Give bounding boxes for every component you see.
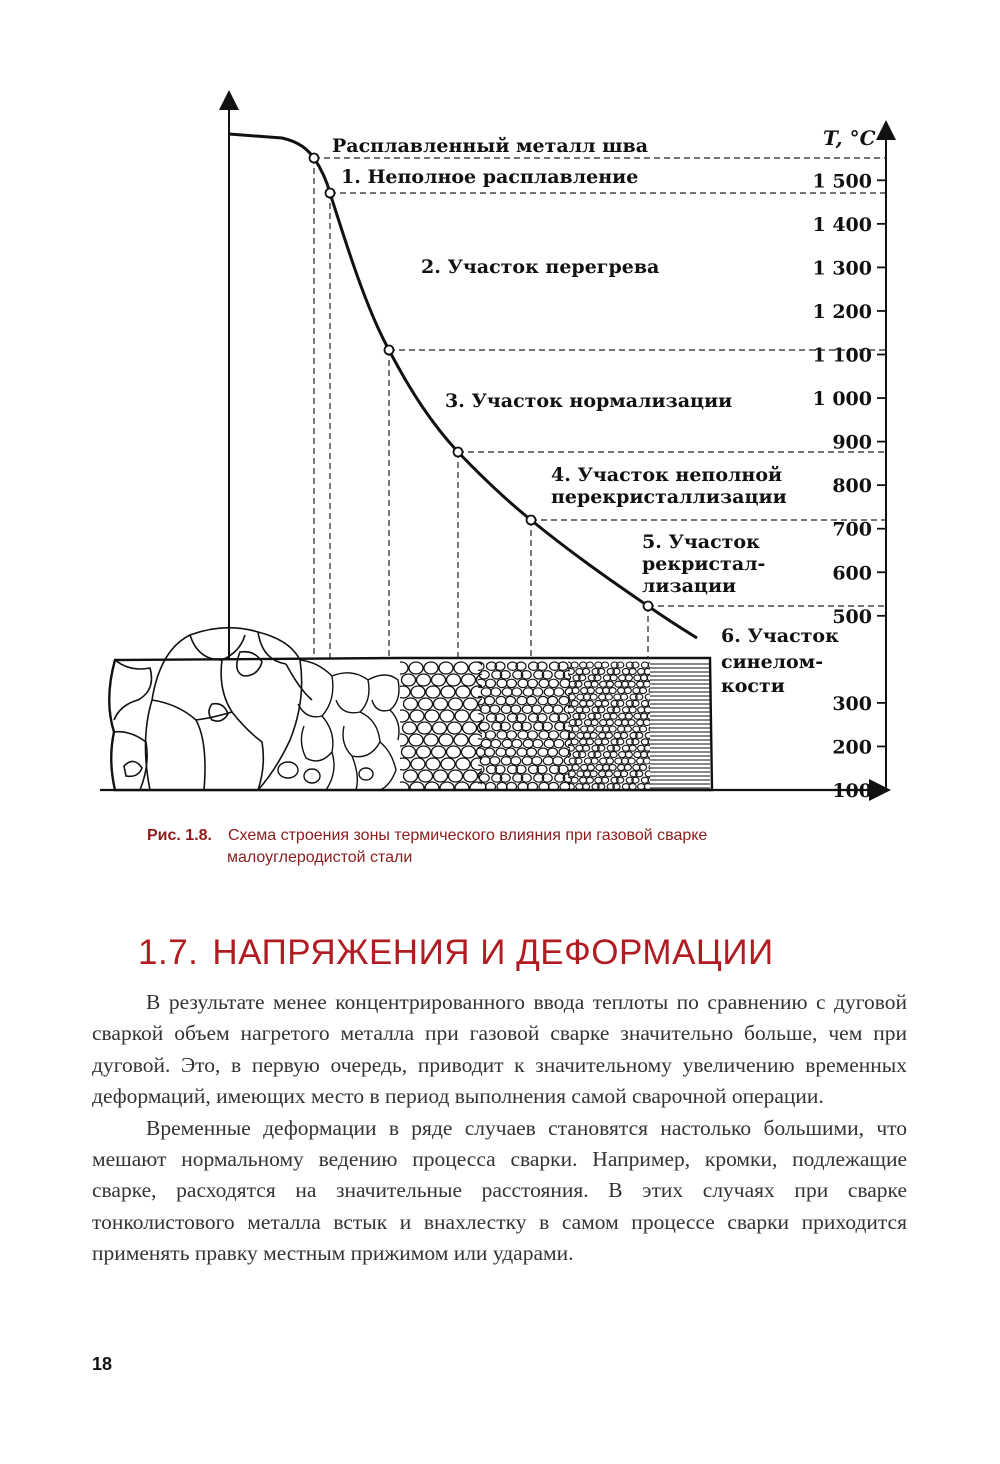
section-title: НАПРЯЖЕНИЯ И ДЕФОРМАЦИИ [212,933,774,972]
zone-point-4 [454,448,463,457]
label-zone-5-line2: рекристал- [642,553,766,575]
tick-label: 300 [832,692,872,715]
paragraph: В результате менее концентрированного ввода теплоты по сравнению с дуговой сваркой объем нагретого металла при газовой сварке значительно больше, чем при дуговой. Это, в первую очередь, приводит к значительному увеличению временных деформаций, имеющих место в период выполнения самой сварочной операции. [92,990,907,1109]
very-fine-grains [563,662,660,790]
section-heading [138,933,774,973]
tick-label: 1 500 [812,170,872,193]
paragraph: Временные деформации в ряде случаев становятся настолько большими, что мешают нормальному ведению процесса сварки. Например, кромки, подлежащие сварке, расходятся на значительные расстояния. В этих случаях при сварке тонколистового металла встык и внахлестку в самом процессе сварки приходится применять правку местным прижимом или ударами. [92,1115,907,1266]
zone-points [310,154,653,611]
tick-label: 900 [832,431,872,454]
tick-label: 1 300 [812,257,872,280]
label-zone-2: 2. Участок перегрева [421,256,660,278]
tick-label: 1 400 [812,213,872,236]
tick-label: 200 [832,736,872,759]
specimen-microstructure [109,628,712,794]
temperature-axis-unit: T, °C [823,126,876,150]
zone-point-2 [326,189,335,198]
label-zone-5-line3: лизации [642,575,737,597]
tick-label: 1 000 [812,388,872,411]
caption-text-line1: Схема строения зоны термического влияния при газовой сварке [227,827,708,844]
temperature-ticks [813,170,887,802]
zone-point-3 [385,346,394,355]
label-zone-6-line2: синелом- [721,651,824,673]
figure-caption [147,825,847,869]
tick-label: 1 200 [812,300,872,323]
tick-label: 100 [832,780,872,802]
heating-curve [229,134,697,638]
label-weld-metal: Расплавленный металл шва [332,135,649,157]
tick-label: 1 100 [812,344,872,367]
section-number: 1.7. [138,933,199,972]
zone-point-5 [527,516,536,525]
tick-label: 600 [832,562,872,585]
body-text [92,987,907,1270]
label-zone-5-line1: 5. Участок [642,531,760,553]
figure-number: Рис. 1.8. [147,827,212,844]
zone-point-6 [644,602,653,611]
tick-label: 700 [832,518,872,541]
label-zone-6-line1: 6. Участок [721,625,839,647]
tick-label: 500 [832,605,872,628]
label-zone-4-line2: перекристаллизации [551,486,787,508]
label-zone-3: 3. Участок нормализации [445,390,733,412]
caption-text-line2: малоуглеродистой стали [227,849,413,866]
label-zone-1: 1. Неполное расплавление [341,166,639,188]
page-number: 18 [92,1354,113,1374]
zone-point-1 [310,154,319,163]
label-zone-6-line3: кости [721,675,785,697]
label-zone-4-line1: 4. Участок неполной [551,464,783,486]
tick-label: 800 [832,475,872,498]
